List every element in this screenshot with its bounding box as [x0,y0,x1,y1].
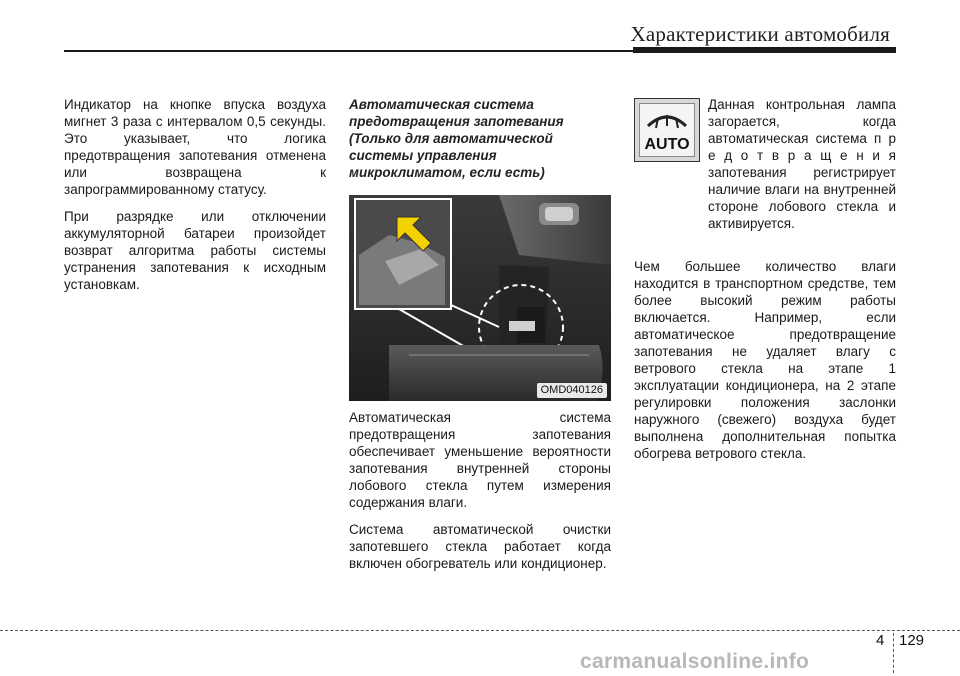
sensor-photo-illustration [349,195,611,401]
page-number-separator [893,633,894,673]
paragraph-system-operation: Система автоматической очистки запотевшего стекла работает когда включен обогреватель или кондиционер. [349,522,611,571]
paragraph-system-description: Автоматическая система предотвращения запотевания обеспечивает уменьшение вероятности запотевания внутренней стороны лобового стекла путем измерения содержания влаги. [349,410,611,510]
indicator-lamp-description: Данная контрольная лампа загорается, когда автоматическая система п р е д о т в р а щ е н и я запотевания регистрирует наличие влаги на внутренней стороне лобового стекла и активируется. [708,97,896,231]
sensor-location-photo [349,195,611,401]
defrost-symbol-icon [636,100,698,160]
page-header-title: Характеристики автомобиля [630,22,890,46]
page-number: 129 [899,632,925,649]
indicator-lamp-block [634,96,896,250]
section-heading-auto-defog: Автоматическая система предотвращения запотевания (Только для автоматической системы управления микроклиматом, если есть) [349,97,564,180]
auto-defog-indicator-icon [634,98,700,162]
image-reference-code: OMD040126 [537,383,607,398]
column-left [64,96,326,303]
chapter-number: 4 [876,632,885,649]
watermark-text: carmanualsonline.info [580,650,810,673]
paragraph-battery-reset: При разрядке или отключении аккумуляторной батареи произойдет возврат алгоритма работы системы устранения запотевания к исходным установкам. [64,209,326,292]
paragraph-indicator-blink: Индикатор на кнопке впуска воздуха мигнет 3 раза с интервалом 0,5 секунды. Это указывает, что логика предотвращения запотевания отменена или возвращена к запрограммированному статусу. [64,97,326,197]
paragraph-humidity-stages: Чем большее количество влаги находится в транспортном средстве, тем более высокий режим работы включается. Например, если автоматическое предотвращение запотевания не удаляет влагу с ветрового стекла на этапе 1 эксплуатации кондиционера, на 2 этапе регулировки положения заслонки наружного (свежего) воздуха будет выполнена дополнительная попытка обогрева ветрового стекла. [634,259,896,461]
footer-rule [0,630,960,631]
column-right [634,96,896,472]
header-rule-accent [633,47,896,53]
auto-icon-label: AUTO [644,136,690,153]
column-middle [349,96,611,582]
